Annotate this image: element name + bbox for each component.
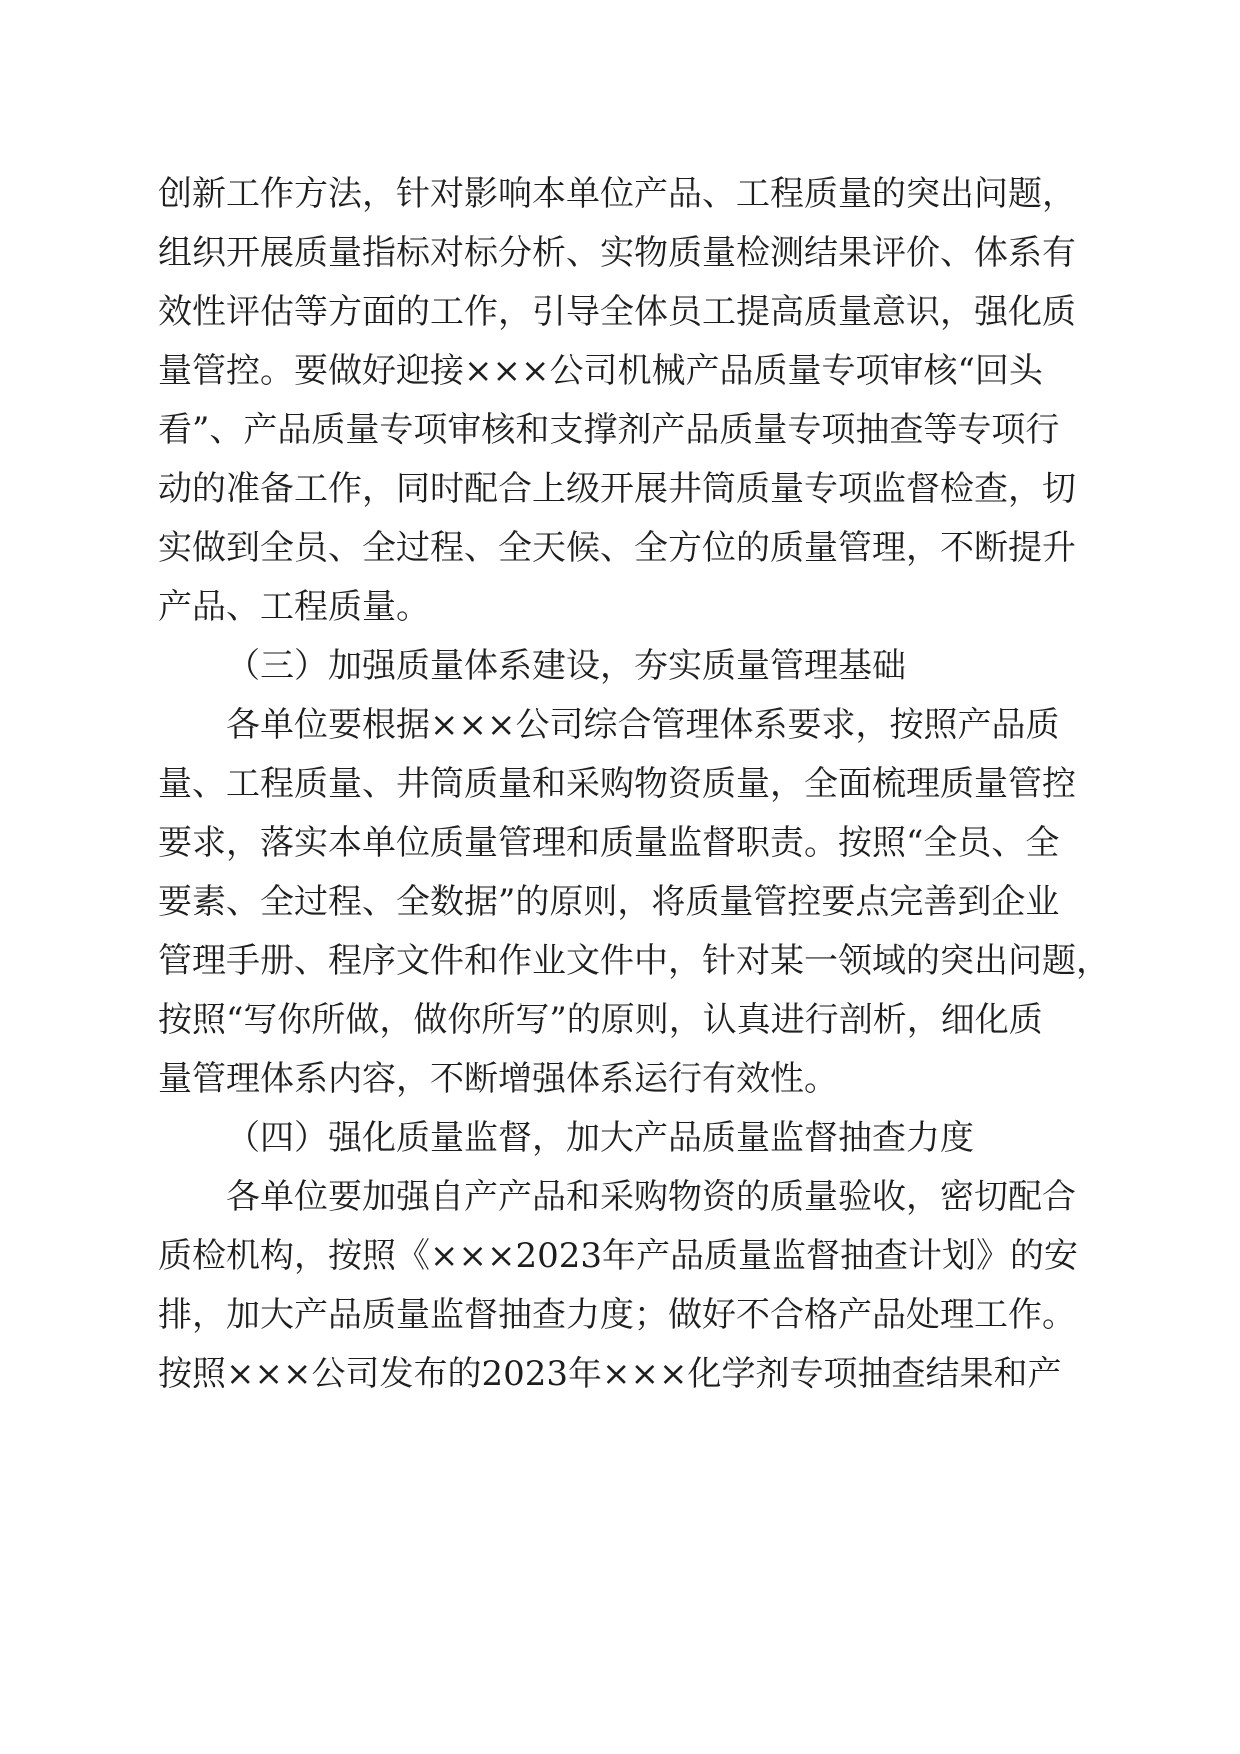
body-line: 产品、工程质量。 <box>158 587 430 627</box>
body-line: 效性评估等方面的工作，引导全体员工提高质量意识，强化质 <box>158 292 1076 332</box>
body-line: 要素、全过程、全数据”的原则，将质量管控要点完善到企业 <box>158 882 1060 922</box>
body-line: 要求，落实本单位质量管理和质量监督职责。按照“全员、全 <box>158 823 1060 863</box>
body-line: 量管理体系内容，不断增强体系运行有效性。 <box>158 1059 838 1099</box>
body-line: 按照×××公司发布的2023年×××化学剂专项抽查结果和产 <box>158 1354 1062 1394</box>
body-line: 实做到全员、全过程、全天候、全方位的质量管理，不断提升 <box>158 528 1076 568</box>
section-heading-3: （三）加强质量体系建设，夯实质量管理基础 <box>226 646 906 686</box>
paragraph-first-line: 各单位要加强自产产品和采购物资的质量验收，密切配合 <box>226 1177 1076 1217</box>
body-line: 动的准备工作，同时配合上级开展井筒质量专项监督检查，切 <box>158 469 1076 509</box>
body-line: 量、工程质量、井筒质量和采购物资质量，全面梳理质量管控 <box>158 764 1076 804</box>
body-line: 按照“写你所做，做你所写”的原则，认真进行剖析，细化质 <box>158 1000 1043 1040</box>
section-heading-4: （四）强化质量监督，加大产品质量监督抽查力度 <box>226 1118 974 1158</box>
body-line: 看”、产品质量专项审核和支撑剂产品质量专项抽查等专项行 <box>158 410 1060 450</box>
body-line: 组织开展质量指标对标分析、实物质量检测结果评价、体系有 <box>158 233 1076 273</box>
body-line: 管理手册、程序文件和作业文件中，针对某一领域的突出问题， <box>158 941 1110 981</box>
body-line: 质检机构，按照《×××2023年产品质量监督抽查计划》的安 <box>158 1236 1078 1276</box>
body-line: 创新工作方法，针对影响本单位产品、工程质量的突出问题， <box>158 174 1076 214</box>
body-line: 排，加大产品质量监督抽查力度；做好不合格产品处理工作。 <box>158 1295 1076 1335</box>
paragraph-first-line: 各单位要根据×××公司综合管理体系要求，按照产品质 <box>226 705 1060 745</box>
body-line: 量管控。要做好迎接×××公司机械产品质量专项审核“回头 <box>158 351 1043 391</box>
